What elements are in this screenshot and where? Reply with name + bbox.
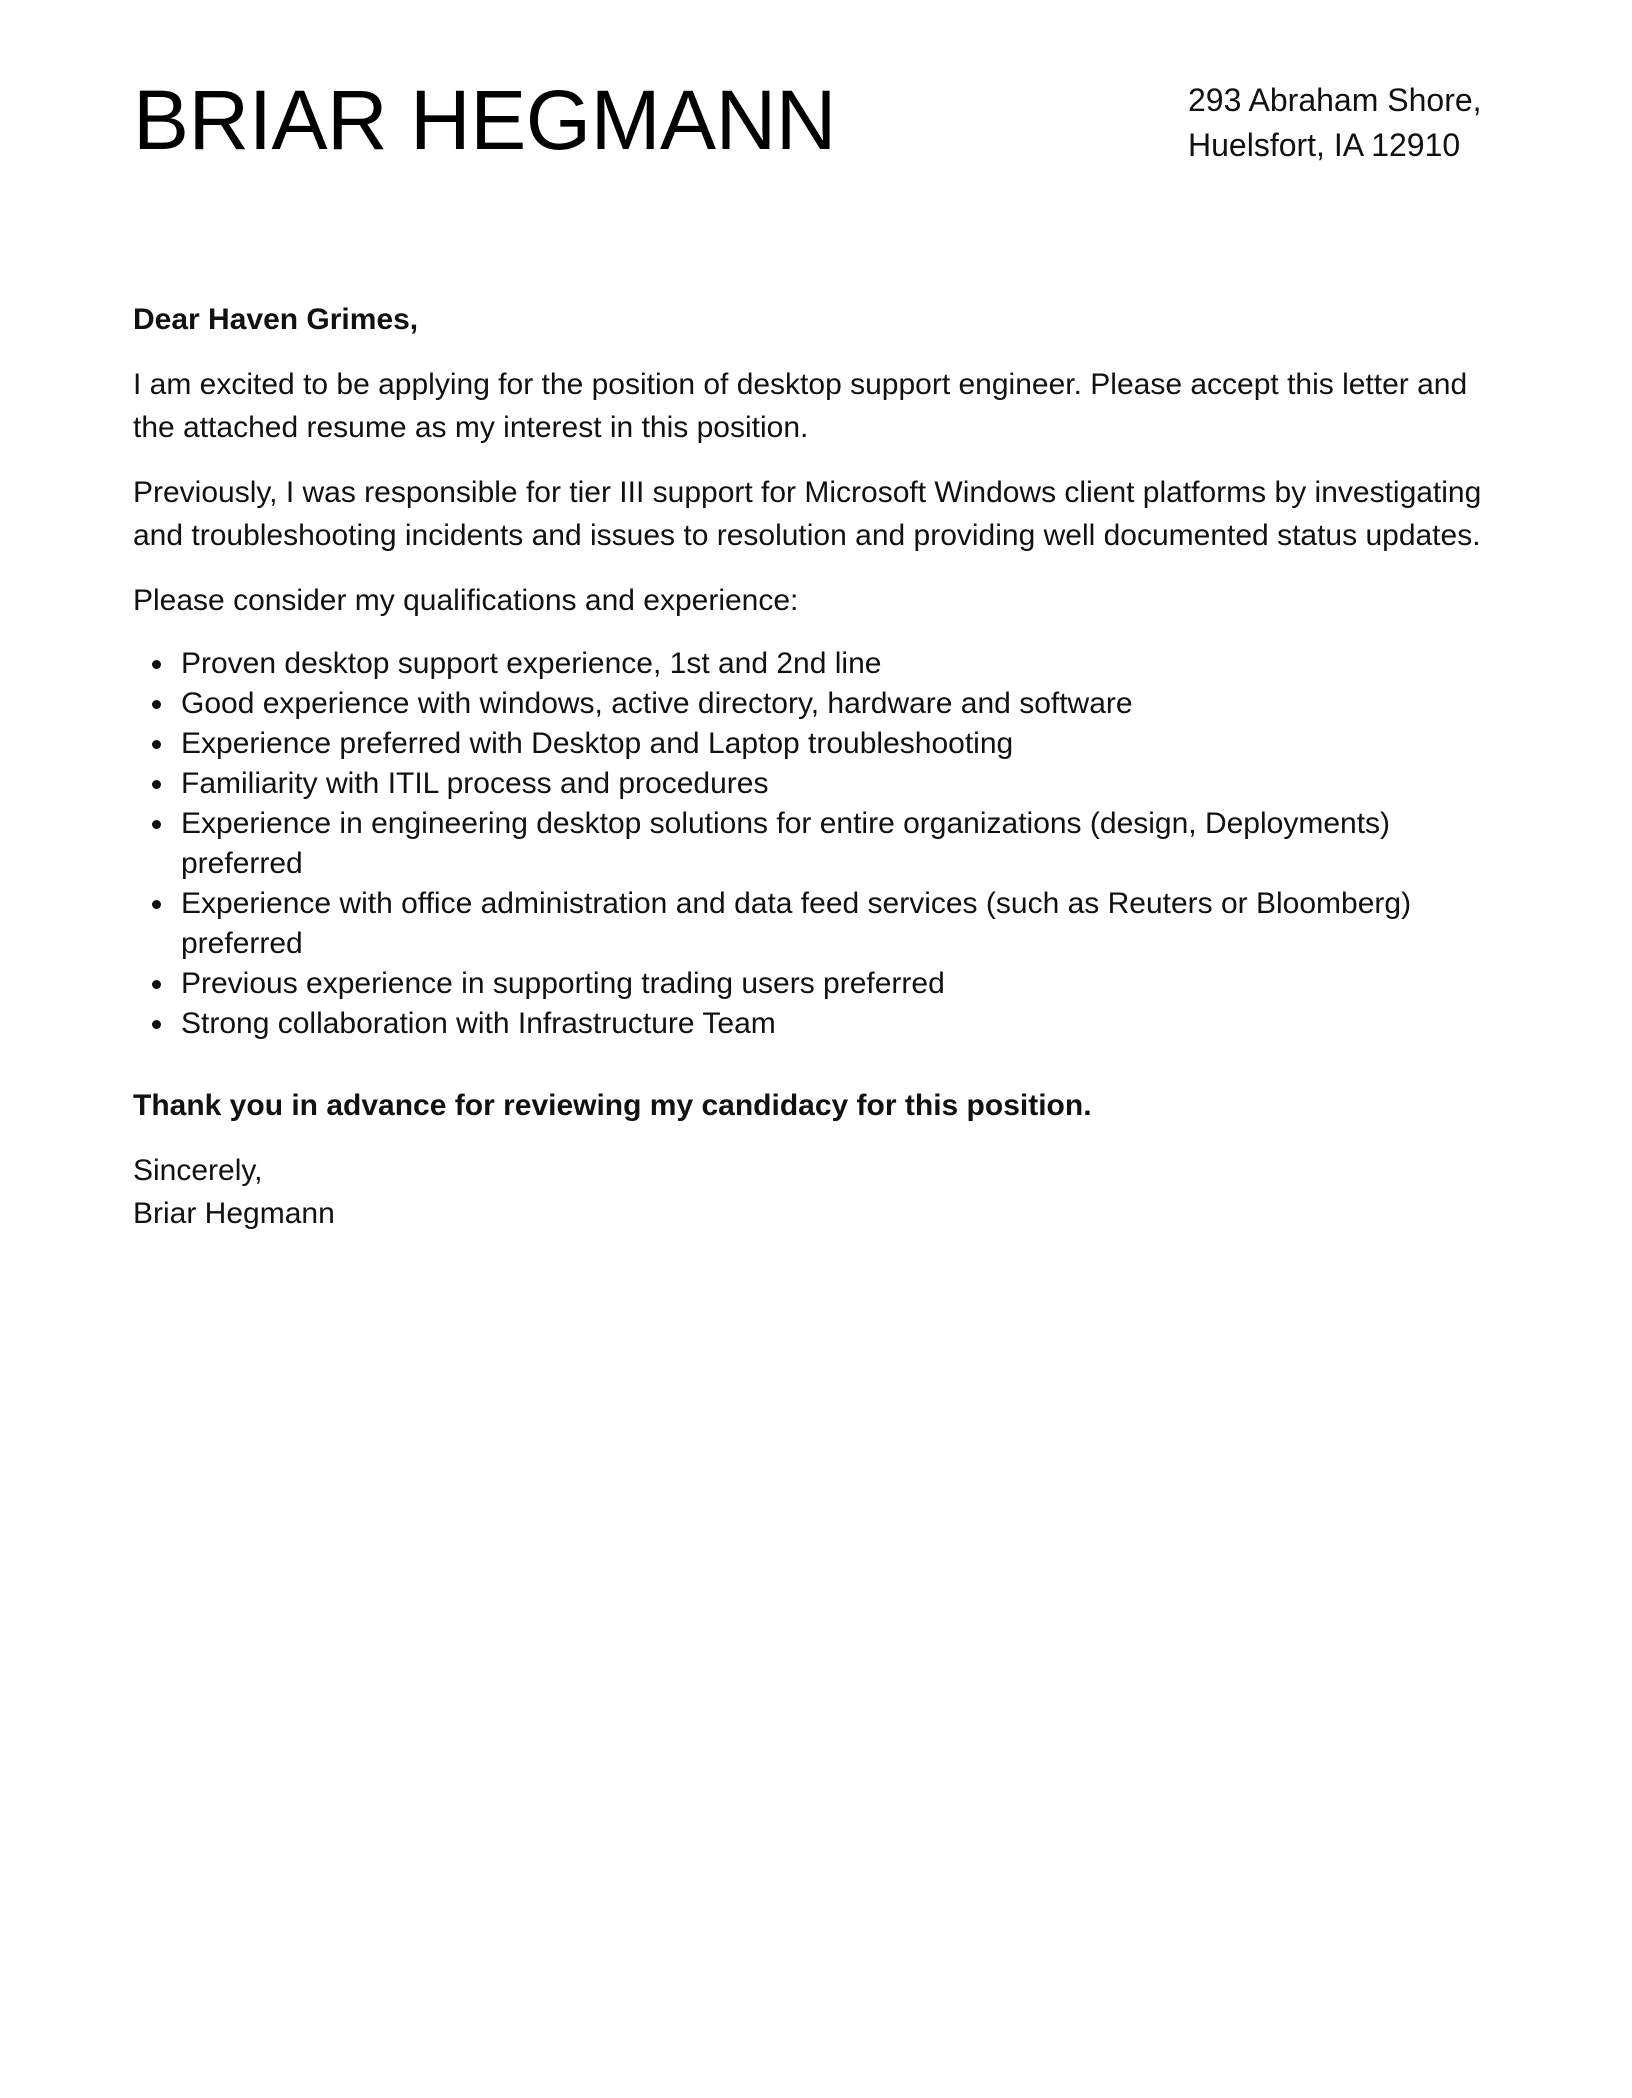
letter-header — [133, 70, 1488, 180]
signoff: Sincerely, — [133, 1154, 263, 1187]
thank-you-line: Thank you in advance for reviewing my candidacy for this position. — [133, 1089, 1092, 1122]
signature-name: Briar Hegmann — [133, 1197, 335, 1230]
closing — [133, 1149, 1493, 1235]
address-line-2: Huelsfort, IA 12910 — [1188, 127, 1461, 163]
list-item: Proven desktop support experience, 1st and 2nd line — [181, 644, 1493, 684]
list-item: Experience with office administration and data feed services (such as Reuters or Bloomberg) preferred — [181, 884, 1493, 964]
list-item: Previous experience in supporting trading users preferred — [181, 964, 1493, 1004]
paragraph-experience: Previously, I was responsible for tier III support for Microsoft Windows client platforms by investigating and troubleshooting incidents and issues to resolution and providing well documented status updates. — [133, 476, 1482, 552]
paragraph-intro: I am excited to be applying for the position of desktop support engineer. Please accept this letter and the attached resume as my interest in this position. — [133, 368, 1468, 444]
address-line-1: 293 Abraham Shore, — [1188, 82, 1482, 118]
list-item: Strong collaboration with Infrastructure Team — [181, 1004, 1493, 1044]
list-item: Experience in engineering desktop solutions for entire organizations (design, Deployments) preferred — [181, 804, 1493, 884]
greeting: Dear Haven Grimes, — [133, 303, 419, 336]
applicant-address — [1188, 78, 1482, 168]
qualifications-intro: Please consider my qualifications and experience: — [133, 584, 799, 617]
qualifications-list — [133, 644, 1493, 1044]
letter-body — [133, 298, 1493, 1235]
list-item: Good experience with windows, active directory, hardware and software — [181, 684, 1493, 724]
list-item: Familiarity with ITIL process and procedures — [181, 764, 1493, 804]
list-item: Experience preferred with Desktop and Laptop troubleshooting — [181, 724, 1493, 764]
applicant-name: BRIAR HEGMANN — [133, 73, 836, 167]
